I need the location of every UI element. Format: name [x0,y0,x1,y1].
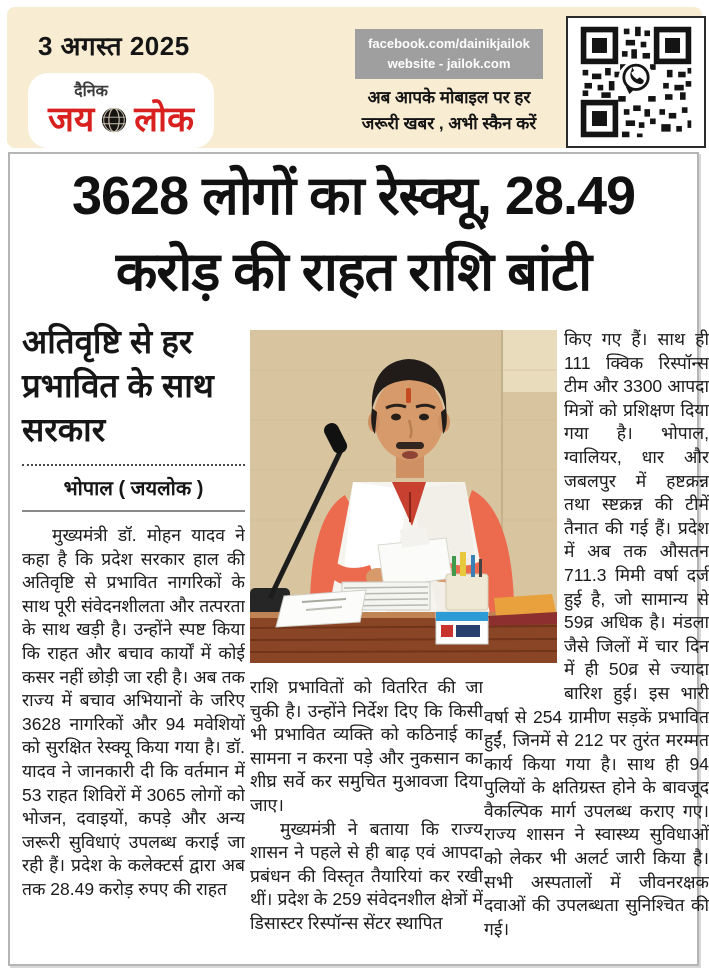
edition-date: 3 अगस्त 2025 [38,31,190,61]
body-text-col1 [22,524,245,952]
headline-line2: करोड़ की राहत राशि बांटी [115,242,592,302]
scan-line1: अब आपके मोबाइल पर हर [367,88,531,107]
solid-rule [22,510,245,512]
photo-wrap-spacer [484,328,564,682]
paragraph: मुख्यमंत्री डॉ. मोहन यादव ने कहा है कि प्रदेश सरकार हाल की अतिवृष्टि से प्रभावित नागरिकों के साथ पूरी संवेदनशीलता और तत्परता के साथ खड़ी है। उन्होंने स्पष्ट किया कि राहत और बचाव कार्यों में कोई कसर नहीं छोड़ी जा रही है। अब तक राज्य में बचाव अभियानों के जरिए 3628 नागरिकों और 94 मवेशियों को सुरक्षित रेस्क्यू किया गया है। डॉ. यादव ने जानकारी दी कि वर्तमान में 53 राहत शिविरों में 3065 लोगों को भोजन, दवाइयों, कपड़े और अन्य जरूरी सुविधाएं उपलब्ध कराई जा रही हैं। प्रदेश के कलेक्टर्स द्वारा अब तक 28.49 करोड़ रुपए की राहत [22,525,245,899]
logo-word-right: लोक [134,100,194,139]
column-left [22,320,245,952]
logo-word-left: जय [48,100,95,139]
scan-promo-text [343,85,555,137]
column-middle [250,676,483,964]
headline-line1: 3628 लोगों का रेस्क्यू, 28.49 [71,166,636,226]
newspaper-logo [28,73,214,148]
paragraph: मुख्यमंत्री ने बताया कि राज्य शासन ने पहले से ही बाढ़ एवं आपदा प्रबंधन की विस्तृत तैयारियां कर रखी थीं। प्रदेश के 259 संवेदनशील क्षेत्रों में डिसास्टर रिस्पॉन्स सेंटर स्थापित [250,818,483,933]
column-right [484,328,709,964]
qr-code [566,16,706,148]
article-frame [8,152,709,966]
masthead-banner [7,7,702,148]
logo-tagline: दैनिक [74,83,108,100]
dateline: भोपाल ( जयलोक ) [63,478,204,500]
scan-line2: जरूरी खबर , अभी स्कैन करें [361,114,537,133]
website-url: website - jailok.com [387,56,511,71]
article-subhead: अतिवृष्टि से हर प्रभावित के साथ सरकार [22,323,214,448]
globe-icon [100,106,128,134]
qr-code-icon [575,23,697,141]
whatsapp-icon [618,61,654,97]
facebook-url: facebook.com/dainikjailok [368,36,530,51]
paragraph: किए गए हैं। साथ ही 111 क्विक रिस्पॉन्स टीम और 3300 आपदा मित्रों को प्रशिक्षण दिया गया है। भोपाल, ग्वालियर, धार और जबलपुर में हष्टक्रन्न तथा स्ष्टक्रन्न की टीमें तैनात की गई हैं। प्रदेश में अब तक औसतन 711.3 मिमी वर्षा दर्ज हुई है, जो सामान्य से 59व्र अधिक है। मंडला जैसे जिलों में चार दिन में ही 50व्र से ज्यादा बारिश हुई। इस भारी वर्षा से 254 ग्रामीण सड़कें प्रभावित हुईं, जिनमें से 212 पर तुरंत मरम्मत कार्य किया गया है। साथ ही 94 पुलियों के क्षतिग्रस्त होने के बावजूद वैकल्पिक मार्ग उपलब्ध कराए गए। राज्य शासन ने स्वास्थ्य सुविधाओं को लेकर भी अलर्ट जारी किया है। सभी अस्पतालों में जीवनरक्षक दवाओं की उपलब्धता सुनिश्चित की गई। [484,329,709,939]
paragraph: राशि प्रभावितों को वितरित की जा चुकी है। उन्होंने निर्देश दिए कि किसी भी प्रभावित व्यक्ति को कठिनाई का सामना न करना पड़े और नुकसान का शीघ्र सर्वे कर समुचित मुआवजा दिया जाए। [250,677,483,815]
article-headline [10,158,697,310]
social-links-box [355,29,543,79]
